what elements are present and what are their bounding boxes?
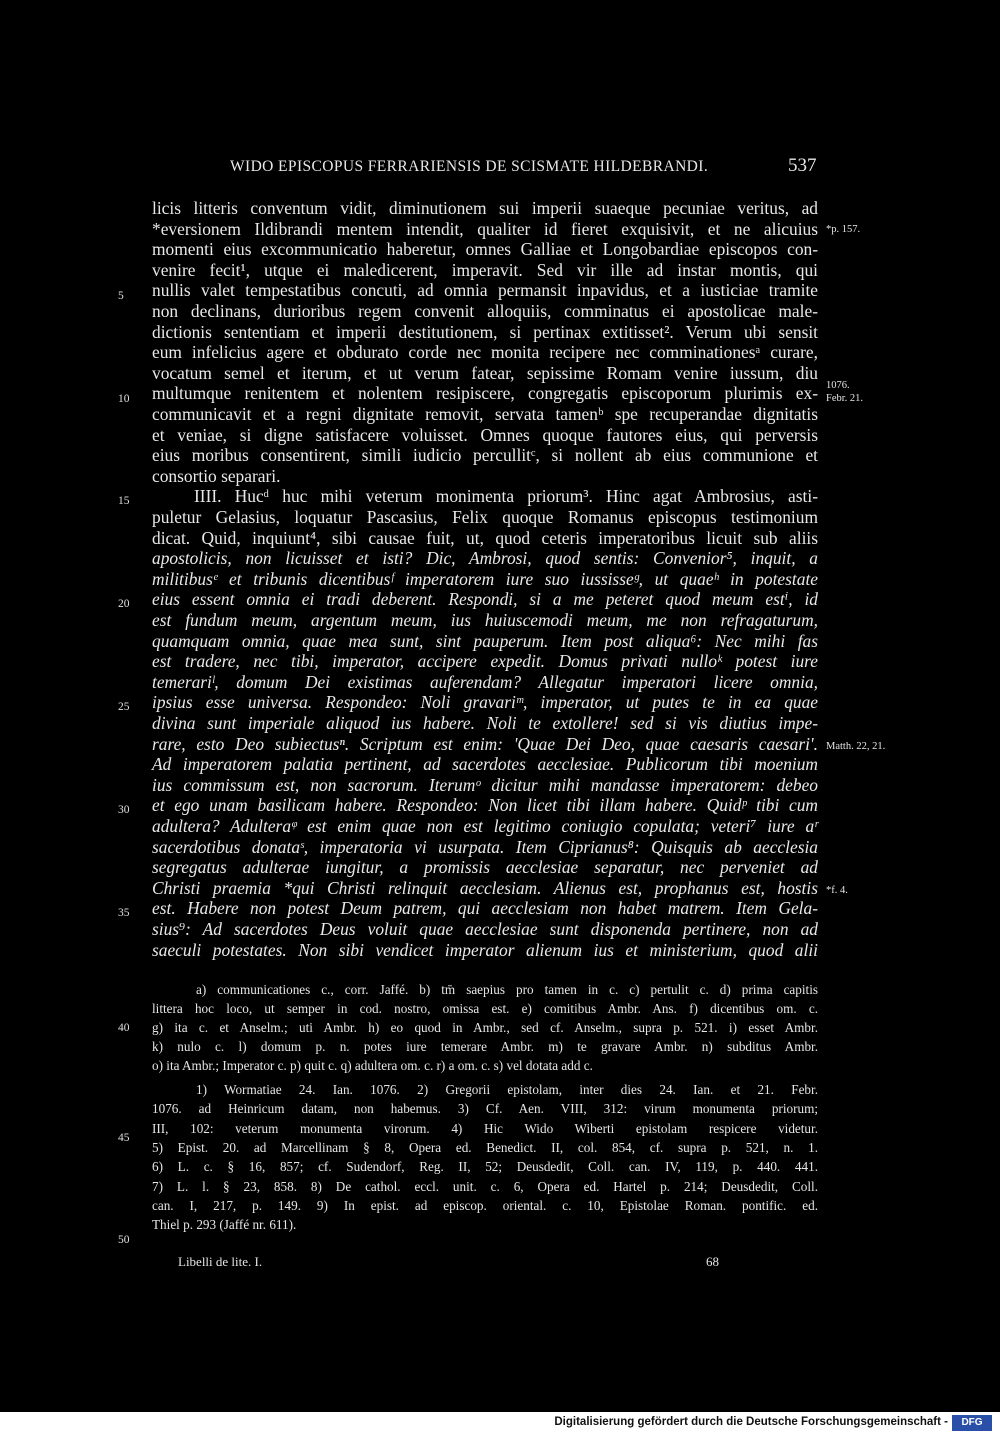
margin-note: *f. 4. — [826, 885, 848, 896]
funding-banner — [0, 1412, 1000, 1434]
text-line: est fundum meum, argentum meum, ius huiuscemodi meum, me non refragaturum, — [152, 610, 818, 630]
text-line: et veniae, si digne satisfacere voluisset. Omnes quoque fautores eius, qui perversis — [152, 424, 818, 445]
footnote-line: Thiel p. 293 (Jaffé nr. 611). — [152, 1217, 297, 1233]
banner-text: Digitalisierung gefördert durch die Deutsche Forschungsgemeinschaft - — [554, 1416, 948, 1428]
line-number: 30 — [118, 804, 130, 816]
text-line: Christi praemia *qui Christi relinquit aecclesiam. Alienus est, prophanus est, hostis — [152, 877, 818, 898]
line-number: 35 — [118, 907, 130, 919]
text-line: adultera? Adulteraᵠ est enim quae non est legitimo coniugio copulata; veteri⁷ iure aʳ — [152, 816, 818, 836]
critical-note-line: o) ita Ambr.; Imperator c. p) quit c. q) adultera om. c. r) a om. c. s) vel dotata add c. — [152, 1058, 593, 1073]
line-number: 5 — [118, 290, 124, 302]
text-line: sius⁹: Ad sacerdotes Deus voluit quae aecclesiae sunt disponenda pertinere, non ad — [152, 919, 818, 939]
text-line: eius moribus consentirent, simili iudicio percullitᶜ, si nollent ab eius communione et — [152, 445, 818, 466]
critical-note-line: g) ita c. et Anselm.; uti Ambr. h) eo quod in Ambr., sed cf. Anselm., supra p. 521. i) esset Ambr. — [152, 1020, 818, 1035]
line-number: 15 — [118, 495, 130, 507]
signature-mark: 68 — [706, 1254, 719, 1269]
margin-note: Matth. 22, 21. — [826, 741, 886, 752]
page-number: 537 — [788, 155, 817, 176]
footnote-line: 1) Wormatiae 24. Ian. 1076. 2) Gregorii epistolam, inter dies 24. Ian. et 21. Febr. — [196, 1082, 818, 1097]
text-line: eum infelicius agere et obdurato corde nec monita recipere nec comminationesᵃ curare, — [152, 342, 818, 363]
text-line: multumque renitentem et nolentem resipiscere, congregatis episcoporum plurimis ex- — [152, 383, 818, 404]
text-line: et ego unam basilicam habere. Respondeo: Non licet tibi illam habere. Quidᵖ tibi cum — [152, 795, 818, 816]
critical-note-line: littera hoc loco, ut semper in cod. nostro, omissa est. e) comitibus Ambr. Ans. f) dicentibus om. c. — [152, 1001, 818, 1016]
text-line: temerariˡ, domum Dei existimas auferendam? Allegatur imperatori licere omnia, — [152, 671, 818, 692]
text-line: puletur Gelasius, loquatur Pascasius, Felix quoque Romanus episcopus testimonium — [152, 507, 818, 527]
text-line: eius essent omnia ei tradi deberent. Respondi, si a me peteret quod meum estⁱ, id — [152, 589, 818, 610]
text-line: militibusᵉ et tribunis dicentibusᶠ imperatorem iure suo iussisseᵍ, ut quaeʰ in potestate — [152, 568, 818, 589]
text-line: IIII. Hucᵈ huc mihi veterum monimenta priorum³. Hinc agat Ambrosius, asti- — [194, 486, 818, 507]
critical-note-line: a) communicationes c., corr. Jaffé. b) tm̄ saepius pro tamen in c. c) pertulit c. d) prima capitis — [196, 982, 818, 997]
dfg-logo: DFG — [952, 1415, 992, 1431]
series-title: Libelli de lite. I. — [178, 1254, 263, 1269]
line-number: 20 — [118, 598, 130, 610]
text-line: ius commissum est, non sacrorum. Iterumᵒ dicitur mihi mandasse imperatorem: debeo — [152, 774, 818, 795]
text-line: communicavit et a regni dignitate removit, servata tamenᵇ spe recuperandae dignitatis — [152, 404, 818, 424]
footnote-line: 5) Epist. 20. ad Marcellinam § 8, Opera ed. Benedict. II, col. 854, cf. supra p. 521, n. 1. — [152, 1139, 818, 1155]
text-line: quamquam omnia, quae mea sunt, sint pauperum. Item post aliqua⁶: Nec mihi fas — [152, 630, 818, 651]
text-line: apostolicis, non licuisset et isti? Dic, Ambrosi, quod sentis: Convenior⁵, inquit, a — [152, 548, 818, 569]
footnote-line: III, 102: veterum monumenta virorum. 4) Hic Wido Wiberti epistolam respicere videtur. — [152, 1120, 818, 1136]
footnote-line: can. I, 217, p. 149. 9) In epist. ad episcop. oriental. c. 10, Epistolae Roman. pontific. ed. — [152, 1197, 818, 1213]
text-line: Ad imperatorem palatia pertinent, ad sacerdotes aecclesiae. Publicorum tibi moenium — [152, 754, 818, 775]
text-line: est tradere, nec tibi, imperator, accipere expedit. Domus privati nulloᵏ potest iure — [152, 651, 818, 672]
footnote-line: 6) L. c. § 16, 857; cf. Sudendorf, Reg. II, 52; Deusdedit, Coll. can. IV, 119, p. 440. 441. — [152, 1159, 818, 1175]
running-title: WIDO EPISCOPUS FERRARIENSIS DE SCISMATE HILDEBRANDI. — [230, 158, 709, 175]
text-line: vocatum semel et iterum, et ut verum fatear, sepissime Romam venire iussum, diu — [152, 362, 818, 383]
line-number: 40 — [118, 1022, 130, 1034]
text-line: ipsius esse universa. Respondeo: Noli gravariᵐ, imperator, ut putes te in ea quae — [152, 692, 818, 713]
text-line: consortio separari. — [152, 465, 281, 486]
line-number: 25 — [118, 701, 130, 713]
margin-note: *p. 157. — [826, 224, 861, 235]
footnote-line: 7) L. l. § 23, 858. 8) De cathol. eccl. unit. c. 6, Opera ed. Hartel p. 214; Deusdedit, Coll. — [152, 1178, 818, 1194]
margin-note: Febr. 21. — [826, 393, 864, 404]
text-line: dictionis sententiam et imperii destitutionem, si pertinax extitisset². Verum ubi sensit — [152, 321, 818, 342]
text-line: saeculi potestates. Non sibi vendicet imperator alienum ius et ministerium, quod alii — [152, 939, 818, 960]
text-line: sacerdotibus donataˢ, imperatoria vi usurpata. Item Ciprianus⁸: Quisquis ab aecclesia — [152, 836, 818, 857]
margin-note: 1076. — [826, 380, 850, 391]
line-number: 10 — [118, 393, 130, 405]
text-line: venire fecit¹, utque ei maledicerent, imperavit. Sed vir ille ad instar montis, qui — [152, 259, 818, 280]
text-line: segregatus adulterae iungitur, a promissis aecclesiae separatur, nec perveniet ad — [152, 857, 818, 878]
text-line: divina sunt imperiale aliquod ius habere. Noli te extollere! sed si vis diutius impe- — [152, 713, 818, 733]
text-line: *eversionem Ildibrandi mentem intendit, qualiter id fieret exquisivit, et ne alicuius — [152, 218, 818, 239]
line-number: 45 — [118, 1132, 130, 1144]
text-line: momenti eius excommunicatio haberetur, omnes Galliae et Longobardiae episcopos con- — [152, 239, 818, 260]
footnote-line: 1076. ad Heinricum datam, non habemus. 3) Cf. Aen. VIII, 312: virum monumenta priorum; — [152, 1101, 818, 1117]
text-line: nullis valet tempestatibus concuti, ad omnia permansit inpavidus, et a iusticiae tramite — [152, 280, 818, 301]
critical-note-line: k) nulo c. l) domum p. n. potes iure temerare Ambr. m) te gravare Ambr. n) subditus Ambr. — [152, 1039, 818, 1054]
line-number: 50 — [118, 1234, 130, 1246]
text-line: licis litteris conventum vidit, diminutionem sui imperii suaeque pecuniae veritus, ad — [152, 198, 818, 218]
text-line: non declinans, durioribus regem convenit alloquiis, comminatus ei apostolicae male- — [152, 301, 818, 321]
text-line: est. Habere non potest Deum patrem, qui aecclesiam non habet matrem. Item Gela- — [152, 898, 818, 919]
text-line: rare, esto Deo subiectusⁿ. Scriptum est enim: 'Quae Dei Deo, quae caesaris caesari'. — [152, 733, 818, 754]
text-line: dicat. Quid, inquiunt⁴, sibi causae fuit, ut, quod ceteris imperatoribus licuit sub aliis — [152, 527, 818, 548]
